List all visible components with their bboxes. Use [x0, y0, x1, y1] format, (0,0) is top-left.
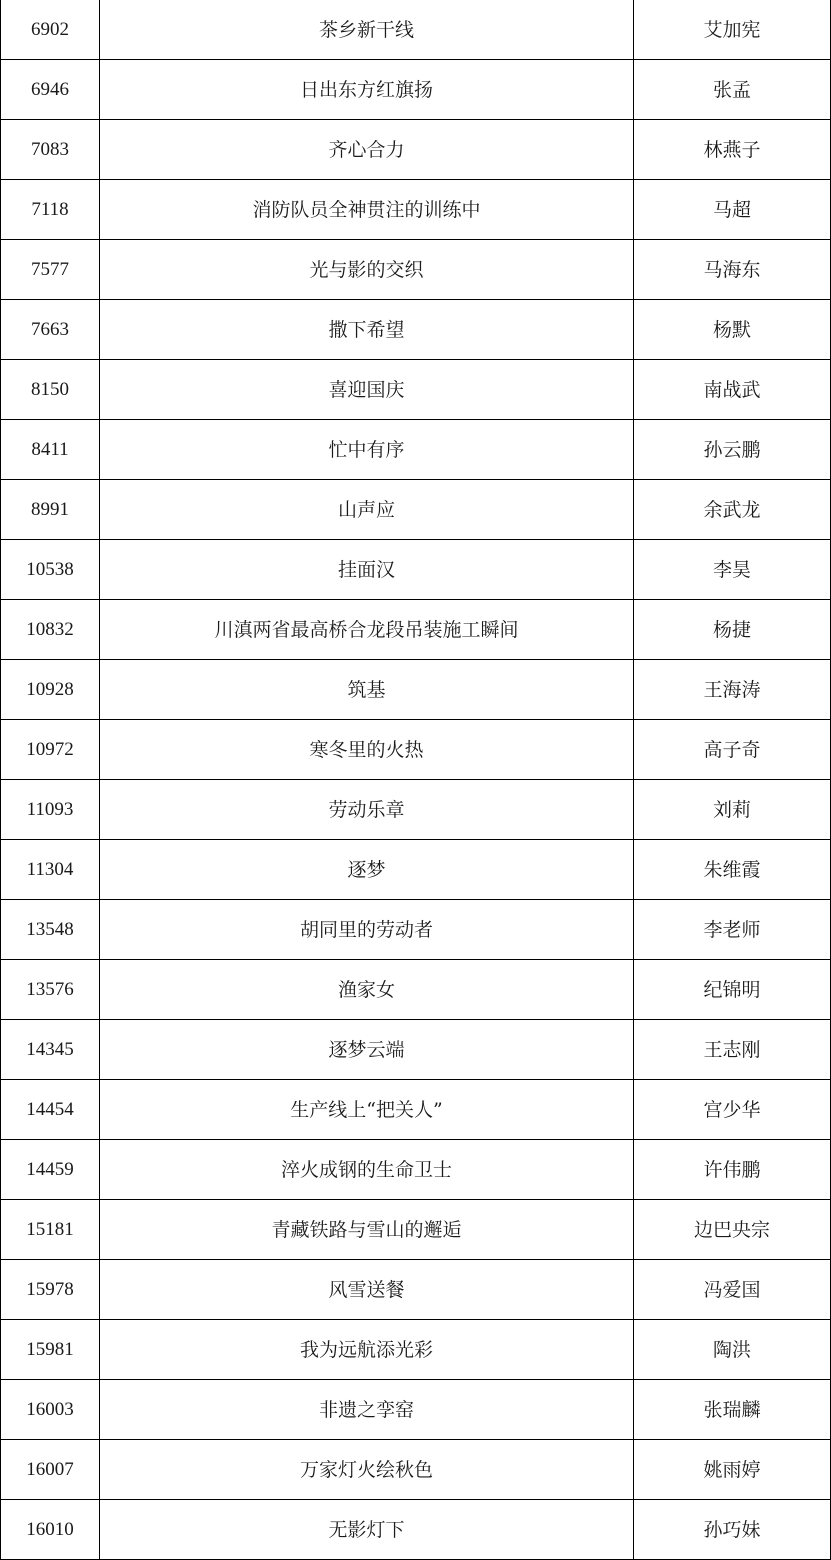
- entry-title-cell: 喜迎国庆: [100, 360, 634, 420]
- entry-id-cell: 16003: [1, 1380, 100, 1440]
- entry-author-cell: 边巴央宗: [634, 1200, 831, 1260]
- table-row: [1, 240, 831, 300]
- entry-id-cell: 10928: [1, 660, 100, 720]
- entry-id-cell: 8991: [1, 480, 100, 540]
- entry-author-cell: 孙巧妹: [634, 1500, 831, 1560]
- entry-title-cell: 消防队员全神贯注的训练中: [100, 180, 634, 240]
- entry-id-cell: 10972: [1, 720, 100, 780]
- entry-id-cell: 15181: [1, 1200, 100, 1260]
- table-row: [1, 1140, 831, 1200]
- entry-id-cell: 11093: [1, 780, 100, 840]
- entry-title-cell: 逐梦云端: [100, 1020, 634, 1080]
- entry-id-cell: 13548: [1, 900, 100, 960]
- table-row: [1, 1080, 831, 1140]
- entry-author-cell: 余武龙: [634, 480, 831, 540]
- table-row: [1, 0, 831, 60]
- entry-title-cell: 非遗之孪窑: [100, 1380, 634, 1440]
- entry-author-cell: 李老师: [634, 900, 831, 960]
- table-row: [1, 1200, 831, 1260]
- entry-title-cell: 光与影的交织: [100, 240, 634, 300]
- entry-author-cell: 李昊: [634, 540, 831, 600]
- table-row: [1, 780, 831, 840]
- entry-title-cell: 日出东方红旗扬: [100, 60, 634, 120]
- entry-id-cell: 14459: [1, 1140, 100, 1200]
- table-row: [1, 360, 831, 420]
- entry-id-cell: 8411: [1, 420, 100, 480]
- entry-author-cell: 王志刚: [634, 1020, 831, 1080]
- table-row: [1, 60, 831, 120]
- entry-title-cell: 逐梦: [100, 840, 634, 900]
- table-row: [1, 180, 831, 240]
- entry-id-cell: 10832: [1, 600, 100, 660]
- entry-title-cell: 挂面汉: [100, 540, 634, 600]
- entry-author-cell: 王海涛: [634, 660, 831, 720]
- entry-id-cell: 16010: [1, 1500, 100, 1560]
- entry-id-cell: 14345: [1, 1020, 100, 1080]
- table-row: [1, 1380, 831, 1440]
- entry-title-cell: 山声应: [100, 480, 634, 540]
- table-row: [1, 600, 831, 660]
- entry-author-cell: 张孟: [634, 60, 831, 120]
- entry-author-cell: 林燕子: [634, 120, 831, 180]
- entry-id-cell: 7083: [1, 120, 100, 180]
- entry-title-cell: 青藏铁路与雪山的邂逅: [100, 1200, 634, 1260]
- entry-title-cell: 撒下希望: [100, 300, 634, 360]
- table-row: [1, 420, 831, 480]
- table-row: [1, 120, 831, 180]
- table-row: [1, 1500, 831, 1560]
- table-row: [1, 480, 831, 540]
- entry-author-cell: 艾加宪: [634, 0, 831, 60]
- entry-title-cell: 生产线上“把关人”: [100, 1080, 634, 1140]
- entry-id-cell: 7118: [1, 180, 100, 240]
- table-row: [1, 720, 831, 780]
- entry-author-cell: 纪锦明: [634, 960, 831, 1020]
- entry-author-cell: 宫少华: [634, 1080, 831, 1140]
- entry-author-cell: 刘莉: [634, 780, 831, 840]
- table-row: [1, 900, 831, 960]
- entry-author-cell: 杨捷: [634, 600, 831, 660]
- entry-title-cell: 寒冬里的火热: [100, 720, 634, 780]
- entry-author-cell: 姚雨婷: [634, 1440, 831, 1500]
- entry-title-cell: 茶乡新干线: [100, 0, 634, 60]
- entry-author-cell: 高子奇: [634, 720, 831, 780]
- entry-title-cell: 万家灯火绘秋色: [100, 1440, 634, 1500]
- table-row: [1, 660, 831, 720]
- entry-author-cell: 张瑞麟: [634, 1380, 831, 1440]
- entry-author-cell: 朱维霞: [634, 840, 831, 900]
- entry-id-cell: 15981: [1, 1320, 100, 1380]
- entry-author-cell: 许伟鹏: [634, 1140, 831, 1200]
- entry-author-cell: 马超: [634, 180, 831, 240]
- entry-id-cell: 15978: [1, 1260, 100, 1320]
- entry-title-cell: 风雪送餐: [100, 1260, 634, 1320]
- entry-id-cell: 13576: [1, 960, 100, 1020]
- entry-author-cell: 杨默: [634, 300, 831, 360]
- entry-author-cell: 马海东: [634, 240, 831, 300]
- entry-id-cell: 7577: [1, 240, 100, 300]
- entry-title-cell: 筑基: [100, 660, 634, 720]
- entry-author-cell: 南战武: [634, 360, 831, 420]
- table-row: [1, 840, 831, 900]
- entry-id-cell: 16007: [1, 1440, 100, 1500]
- entry-id-cell: 10538: [1, 540, 100, 600]
- entry-id-cell: 11304: [1, 840, 100, 900]
- entry-id-cell: 6902: [1, 0, 100, 60]
- entry-title-cell: 胡同里的劳动者: [100, 900, 634, 960]
- entry-title-cell: 渔家女: [100, 960, 634, 1020]
- entry-title-cell: 川滇两省最高桥合龙段吊装施工瞬间: [100, 600, 634, 660]
- entry-title-cell: 我为远航添光彩: [100, 1320, 634, 1380]
- entry-title-cell: 淬火成钢的生命卫士: [100, 1140, 634, 1200]
- entry-title-cell: 忙中有序: [100, 420, 634, 480]
- entry-title-cell: 劳动乐章: [100, 780, 634, 840]
- entry-title-cell: 齐心合力: [100, 120, 634, 180]
- entry-title-cell: 无影灯下: [100, 1500, 634, 1560]
- table-row: [1, 960, 831, 1020]
- entries-table-body: [1, 0, 831, 1560]
- entry-id-cell: 14454: [1, 1080, 100, 1140]
- table-row: [1, 1020, 831, 1080]
- entry-id-cell: 8150: [1, 360, 100, 420]
- entry-author-cell: 陶洪: [634, 1320, 831, 1380]
- entry-id-cell: 7663: [1, 300, 100, 360]
- table-row: [1, 1440, 831, 1500]
- entry-author-cell: 孙云鹏: [634, 420, 831, 480]
- entry-author-cell: 冯爱国: [634, 1260, 831, 1320]
- table-row: [1, 300, 831, 360]
- entry-id-cell: 6946: [1, 60, 100, 120]
- table-row: [1, 1320, 831, 1380]
- table-row: [1, 1260, 831, 1320]
- table-row: [1, 540, 831, 600]
